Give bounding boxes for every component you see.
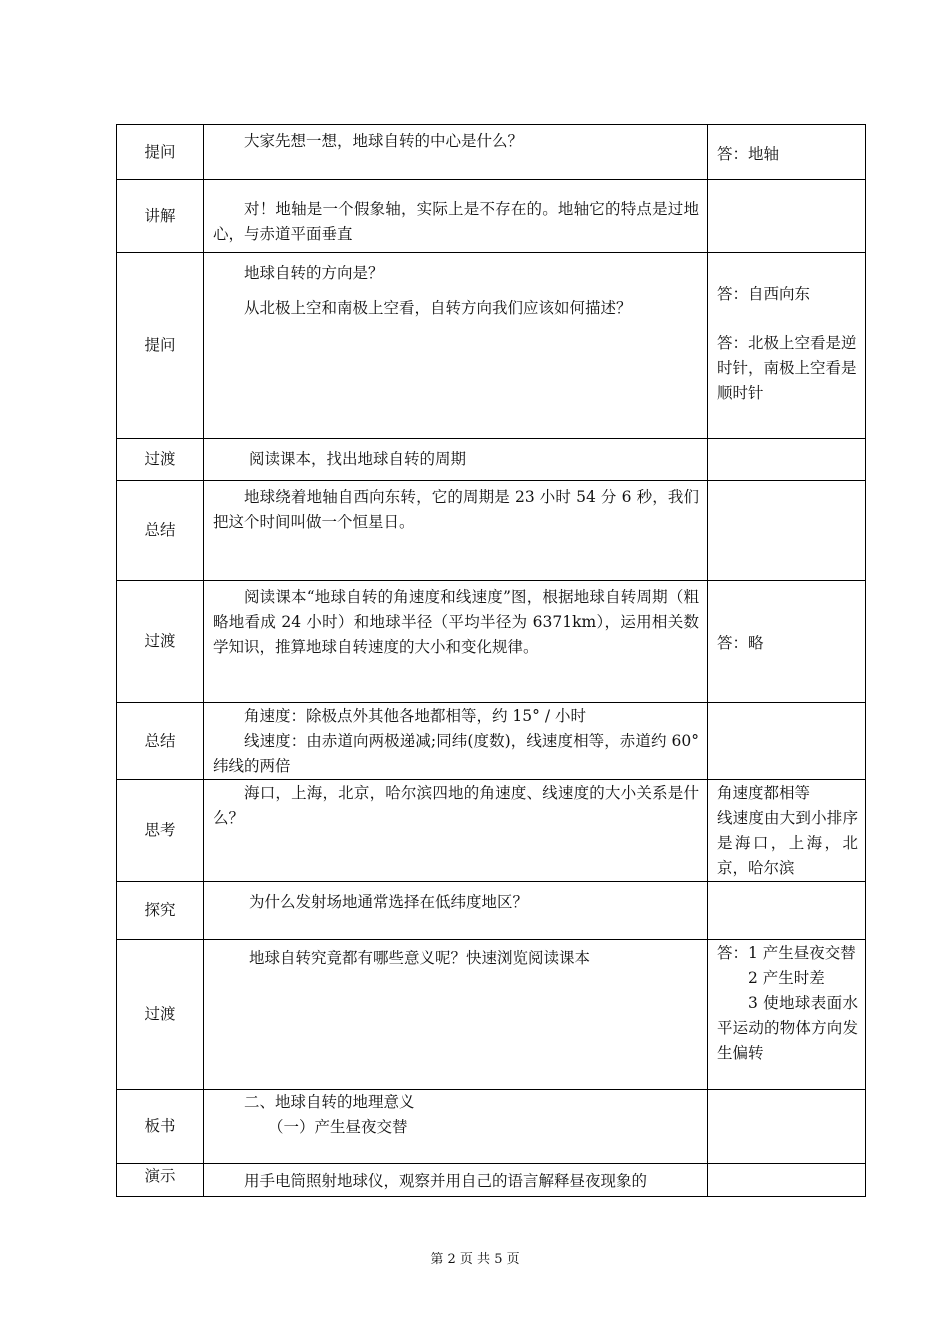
answer-text: 2 产生时差 <box>748 969 825 987</box>
answer-text: 答：略 <box>717 634 764 652</box>
row-content <box>204 780 708 882</box>
row-content <box>204 940 708 1090</box>
answer-text: 答：自西向东 <box>717 285 811 303</box>
content-text: 用手电筒照射地球仪，观察并用自己的语言解释昼夜现象的 <box>244 1172 648 1190</box>
table-row <box>117 703 866 780</box>
row-answer <box>708 439 866 481</box>
row-type: 思考 <box>117 780 204 882</box>
row-content <box>204 180 708 253</box>
row-answer <box>708 253 866 439</box>
table-row <box>117 780 866 882</box>
row-type: 提问 <box>117 125 204 180</box>
content-text: 阅读课本，找出地球自转的周期 <box>249 450 467 468</box>
row-answer <box>708 703 866 780</box>
table-row <box>117 439 866 481</box>
row-type: 板书 <box>117 1090 204 1164</box>
row-type: 讲解 <box>117 180 204 253</box>
content-text: （一）产生昼夜交替 <box>268 1118 408 1136</box>
row-answer <box>708 1164 866 1197</box>
answer-text: 答：地轴 <box>717 144 780 163</box>
content-text: 线速度：由赤道向两极递减;同纬(度数)，线速度相等，赤道约 60° 纬线的两倍 <box>213 732 699 775</box>
row-type: 提问 <box>117 253 204 439</box>
row-content <box>204 481 708 581</box>
content-text: 大家先想一想，地球自转的中心是什么？ <box>244 132 524 150</box>
row-content <box>204 703 708 780</box>
table-row <box>117 253 866 439</box>
row-answer <box>708 780 866 882</box>
row-type: 总结 <box>117 703 204 780</box>
table-row <box>117 581 866 703</box>
row-content <box>204 253 708 439</box>
answer-text: 答：北极上空看是逆时针，南极上空看是顺时针 <box>717 334 857 402</box>
content-text: 海口，上海，北京，哈尔滨四地的角速度、线速度的大小关系是什么？ <box>213 784 699 827</box>
content-text: 从北极上空和南极上空看，自转方向我们应该如何描述？ <box>244 299 632 317</box>
row-answer <box>708 1090 866 1164</box>
content-text: 对！地轴是一个假象轴，实际上是不存在的。地轴它的特点是过地心，与赤道平面垂直 <box>213 200 699 243</box>
answer-text: 答：1 产生昼夜交替 <box>717 944 856 962</box>
row-type: 过渡 <box>117 940 204 1090</box>
row-type: 总结 <box>117 481 204 581</box>
table-row <box>117 1164 866 1197</box>
table-row <box>117 1090 866 1164</box>
content-text: 地球自转的方向是？ <box>244 264 384 282</box>
row-content <box>204 1090 708 1164</box>
page-footer: 第 2 页 共 5 页 <box>430 1252 520 1267</box>
row-content <box>204 125 708 180</box>
answer-text: 3 使地球表面水平运动的物体方向发生偏转 <box>717 994 858 1062</box>
answer-text: 线速度由大到小排序是海口，上海，北京，哈尔滨 <box>717 809 858 877</box>
row-type: 演示 <box>117 1164 204 1197</box>
row-type: 过渡 <box>117 439 204 481</box>
row-answer <box>708 180 866 253</box>
content-text: 为什么发射场地通常选择在低纬度地区？ <box>249 893 529 911</box>
content-text: 地球绕着地轴自西向东转，它的周期是 23 小时 54 分 6 秒，我们把这个时间叫做一个恒星日。 <box>213 488 699 531</box>
row-answer <box>708 125 866 180</box>
row-type: 探究 <box>117 882 204 940</box>
content-text: 地球自转究竟都有哪些意义呢？快速浏览阅读课本 <box>249 949 591 967</box>
table-row <box>117 882 866 940</box>
row-type: 过渡 <box>117 581 204 703</box>
table-row <box>117 940 866 1090</box>
row-answer <box>708 581 866 703</box>
row-content <box>204 882 708 940</box>
answer-text: 角速度都相等 <box>717 784 811 802</box>
row-answer <box>708 481 866 581</box>
row-content <box>204 1164 708 1197</box>
table-row <box>117 180 866 253</box>
row-content <box>204 439 708 481</box>
content-text: 角速度：除极点外其他各地都相等，约 15° / 小时 <box>244 707 586 725</box>
row-answer <box>708 882 866 940</box>
table-row <box>117 125 866 180</box>
row-answer <box>708 940 866 1090</box>
content-text: 二、地球自转的地理意义 <box>244 1093 415 1111</box>
lesson-plan-table <box>116 124 866 1197</box>
row-content <box>204 581 708 703</box>
table-row <box>117 481 866 581</box>
content-text: 阅读课本“地球自转的角速度和线速度”图，根据地球自转周期（粗略地看成 24 小时）和地球半径（平均半径为 6371km），运用相关数学知识，推算地球自转速度的大小和变化规律。 <box>213 588 699 656</box>
